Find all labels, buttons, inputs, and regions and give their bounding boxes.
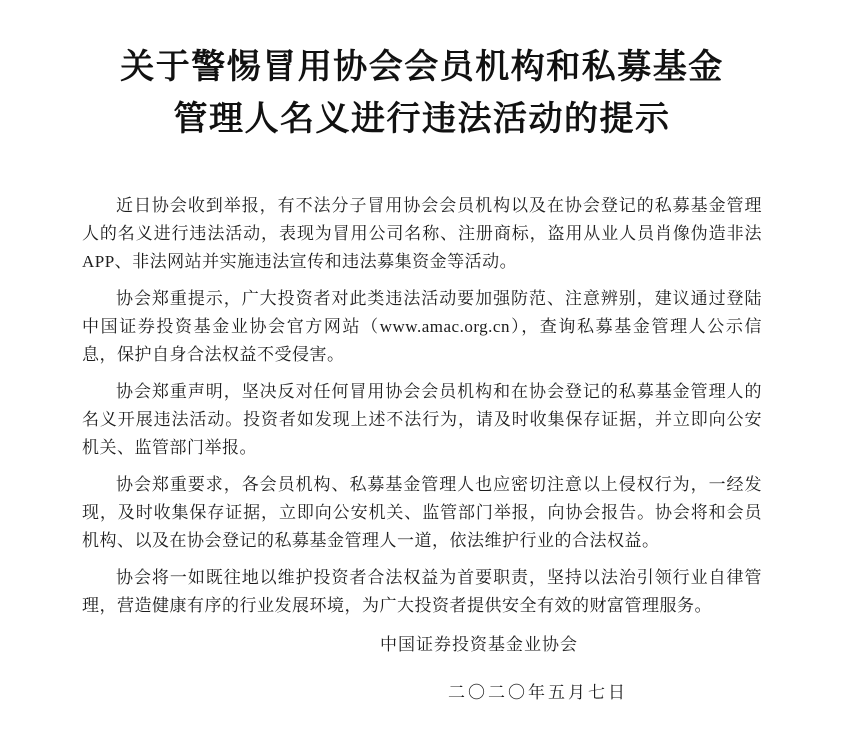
paragraph-1: 近日协会收到举报，有不法分子冒用协会会员机构以及在协会登记的私募基金管理人的名义进行违法活动，表现为冒用公司名称、注册商标，盗用从业人员肖像伪造非法 APP、非法网站并实施违法宣传和违法募集资金等活动。 [82, 196, 762, 271]
document-body [82, 192, 762, 707]
paragraph-5: 协会将一如既往地以维护投资者合法权益为首要职责，坚持以法治引领行业自律管理，营造健康有序的行业发展环境，为广大投资者提供安全有效的财富管理服务。 [82, 568, 762, 615]
date-block [82, 679, 762, 707]
document-title-line-1: 关于警惕冒用协会会员机构和私募基金 [120, 49, 724, 86]
paragraph-4: 协会郑重要求，各会员机构、私募基金管理人也应密切注意以上侵权行为，一经发现，及时收集保存证据，立即向公安机关、监管部门举报，向协会报告。协会将和会员机构、以及在协会登记的私募基金管理人一道，依法维护行业的合法权益。 [82, 475, 762, 550]
document-date: 二〇二〇年五月七日 [448, 683, 628, 702]
signature-block [82, 631, 762, 659]
paragraph-3: 协会郑重声明，坚决反对任何冒用协会会员机构和在协会登记的私募基金管理人的名义开展违法活动。投资者如发现上述不法行为，请及时收集保存证据，并立即向公安机关、监管部门举报。 [82, 382, 762, 457]
document-title [60, 42, 784, 146]
issuer-signature: 中国证券投资基金业协会 [380, 635, 578, 654]
paragraph-2: 协会郑重提示，广大投资者对此类违法活动要加强防范、注意辨别，建议通过登陆中国证券投资基金业协会官方网站（www.amac.org.cn），查询私募基金管理人公示信息，保护自身合法权益不受侵害。 [82, 289, 762, 364]
document-title-line-2: 管理人名义进行违法活动的提示 [173, 101, 671, 138]
